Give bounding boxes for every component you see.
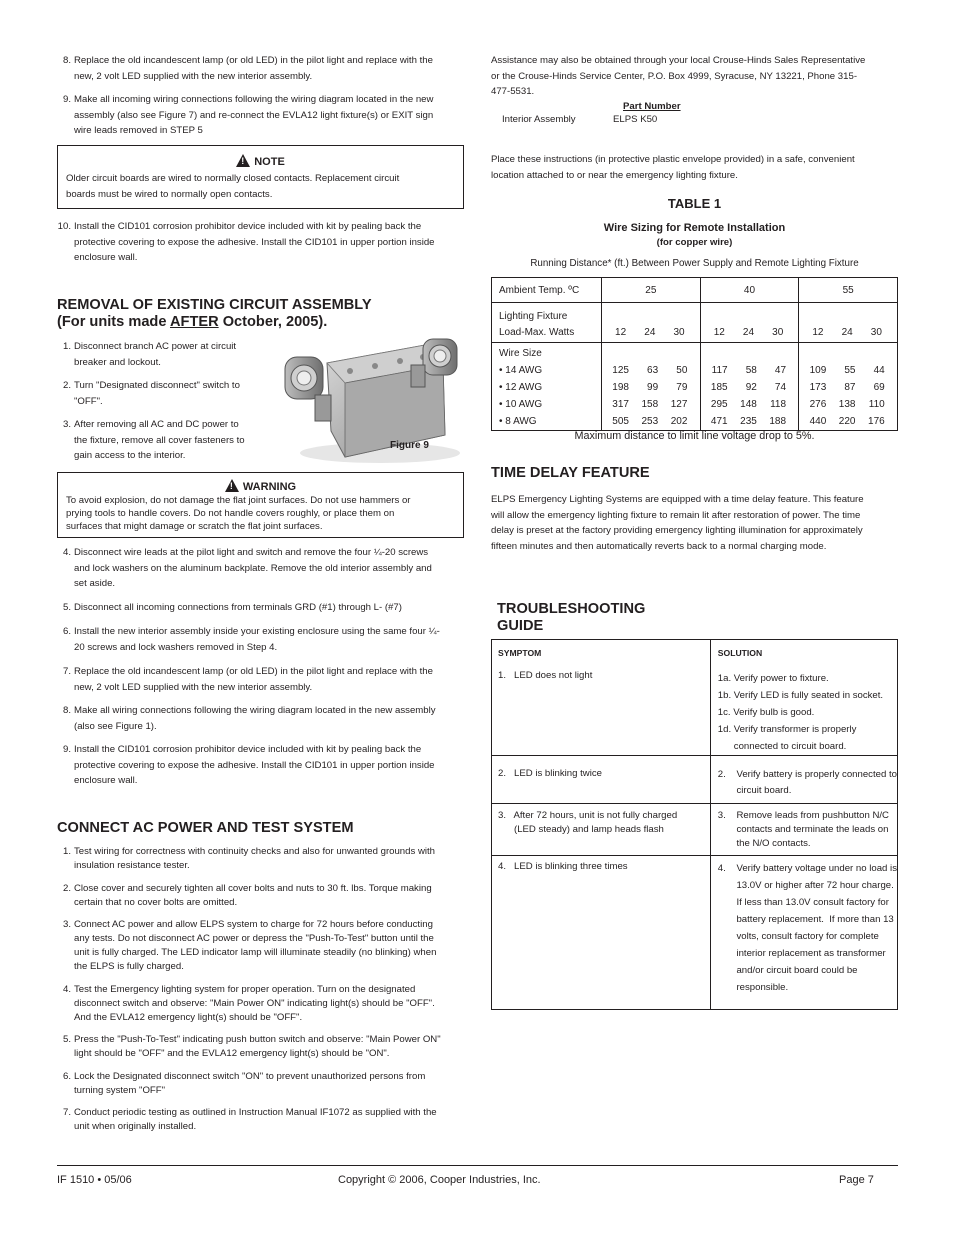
watts-cell: 30	[870, 327, 882, 338]
list-item: 3. Connect AC power and allow ELPS system to charge for 72 hours before conducting any tests. Do not disconnect AC power or depress the "Push-To-Test" button until the unit is fully charged. The LED indicator lamp will illuminate steadily (no blinking) when the ELPS is fully charged.	[62, 919, 437, 972]
list-item: 4. Disconnect wire leads at the pilot light and switch and remove the four ¼-20 screws and lock washers on the aluminum backplate. Remove the old interior assembly and set aside.	[62, 547, 432, 590]
list-item: 9. Install the CID101 corrosion prohibitor device included with kit by pealing back the protective covering to expose the adhesive. Install the CID101 in upper portion inside enclosure wall.	[62, 744, 435, 787]
part-number-header: Part Number	[623, 101, 681, 112]
list-item: 7. Conduct periodic testing as outlined in Instruction Manual IF1072 as supplied with the unit when originally installed.	[62, 1107, 437, 1132]
watts-cell: 30	[673, 327, 685, 338]
table1-subtitle-2: (for copper wire)	[656, 237, 733, 248]
enclosure-illustration	[275, 335, 465, 465]
table1-note: Maximum distance to limit line voltage drop to 5%.	[574, 430, 815, 442]
watts-cell: 24	[742, 327, 755, 338]
list-item: 4. Test the Emergency lighting system for proper operation. Turn on the designated disconnect switch and observe: "Main Power ON" indicating light(s) should be "OFF". And the EVLA12 emergency light(s) should be "OFF".	[62, 984, 435, 1023]
figure-caption: Figure 9	[390, 440, 429, 451]
solution-cell: 3. Remove leads from pushbutton N/C contacts and terminate the leads on the N/O contacts.	[710, 804, 897, 856]
footer-copyright: Copyright © 2006, Cooper Industries, Inc.	[338, 1174, 541, 1186]
warning-icon	[236, 154, 250, 167]
list-item: 2. Turn "Designated disconnect" switch to "OFF".	[62, 380, 240, 407]
watts-cell: 24	[644, 327, 656, 338]
symptom-cell: 2. LED is blinking twice	[492, 756, 711, 804]
time-delay-heading: TIME DELAY FEATURE	[491, 465, 650, 481]
table1-title: TABLE 1	[667, 196, 722, 211]
watts-cell: 24	[841, 327, 853, 338]
list-item: 1. Disconnect branch AC power at circuit breaker and lockout.	[62, 341, 237, 368]
watts-cell: 12	[615, 327, 627, 338]
load-label: Lighting Fixture Load-Max. Watts	[492, 303, 602, 343]
place-text: Place these instructions (in protective plastic envelope provided) in a safe, convenient location attached to or near the emergency lighting fixture.	[491, 154, 855, 181]
wire-size-column: Wire Size • 14 AWG • 12 AWG • 10 AWG • 8 AWG	[492, 343, 602, 431]
symptom-cell: 4. LED is blinking three times	[492, 856, 711, 1010]
assistance-text: Assistance may also be obtained through your local Crouse-Hinds Sales Representative or the Crouse-Hinds Service Center, P.O. Box 4999, Syracuse, NY 13221, Phone 315- 477-5531.	[491, 55, 866, 98]
troubleshooting-heading: TROUBLESHOOTING GUIDE	[497, 601, 646, 634]
list-item: 8. Replace the old incandescent lamp (or old LED) in the pilot light and replace with the new, 2 volt LED supplied with the new interior assembly.	[62, 55, 433, 82]
table1-subtitle: Wire Sizing for Remote Installation	[603, 222, 786, 234]
part-label: Interior Assembly	[502, 114, 576, 125]
list-item: 1. Test wiring for correctness with continuity checks and also for unwanted grounds with insulation resistance tester.	[62, 846, 436, 871]
watts-cell: 12	[812, 327, 824, 338]
warning-icon	[225, 479, 239, 492]
symptom-header: SYMPTOM	[498, 648, 542, 658]
note-box: !NOTE Older circuit boards are wired to normally closed contacts. Replacement circuit boards must be wired to normally open contacts.	[57, 145, 464, 209]
troubleshooting-table	[491, 639, 898, 1010]
table1-caption: Running Distance* (ft.) Between Power Supply and Remote Lighting Fixture	[530, 258, 859, 269]
list-item: 8. Make all wiring connections following the wiring diagram located in the new assembly (also see Figure 1).	[62, 705, 436, 732]
warning-title: WARNING	[242, 481, 297, 493]
solution-cell: 4. Verify battery voltage under no load is 13.0V or higher after 72 hour charge. If less than 13.0V consult factory for battery replacement. If more than 13 volts, consult factory for complete interior replacement as transformer and/or circuit board could be responsible.	[710, 856, 897, 1010]
list-item: 5. Disconnect all incoming connections from terminals GRD (#1) through L- (#7)	[62, 602, 402, 613]
warning-box: !WARNING To avoid explosion, do not damage the flat joint surfaces. Do not use hammers or prying tools to handle covers. Do not handle covers roughly, or place them on surfaces that might damage or scratch the flat joint surfaces.	[57, 472, 464, 538]
solution-header: SOLUTION	[717, 648, 763, 658]
footer-doc-id: IF 1510 • 05/06	[57, 1174, 132, 1186]
solution-cell: 2. Verify battery is properly connected to circuit board.	[710, 756, 897, 804]
list-item: 6. Install the new interior assembly inside your existing enclosure using the same four ¼- 20 screws and lock washers removed in Step 4.	[62, 626, 440, 653]
connect-heading: CONNECT AC POWER AND TEST SYSTEM	[57, 820, 354, 836]
note-title: NOTE	[254, 156, 285, 168]
solution-cell: 1a. Verify power to fixture. 1b. Verify LED is fully seated in socket. 1c. Verify bulb is good. 1d. Verify transformer is properly connected to circuit board.	[717, 673, 884, 752]
part-value: ELPS K50	[613, 114, 658, 125]
temp-cell: 40	[700, 278, 799, 303]
ambient-label: Ambient Temp. ºC	[492, 278, 602, 303]
list-item: 2. Close cover and securely tighten all cover bolts and nuts to 30 ft. lbs. Torque making certain that no cover bolts are omitted.	[62, 883, 432, 908]
watts-cell: 30	[772, 327, 784, 338]
wire-sizing-table: Ambient Temp. ºC 25 40 55 Lighting Fixture Load-Max. Watts 12 24 30 12 24 30 12 24 30 Wire Size • 14 AWG • 12 AWG • 10 AWG • 8 AWG 125 198 317 505 63 99 158 253 50 79 127 202 117 185 295 471 58 92 148 235 47 74 118 188 109 173 276 440 55 87 138 220 44 69 110 176	[491, 277, 898, 431]
watts-cell: 12	[713, 327, 725, 338]
footer-page-number: Page 7	[839, 1174, 874, 1186]
list-item: 6. Lock the Designated disconnect switch "ON" to prevent unauthorized persons from turning system "OFF"	[62, 1071, 426, 1096]
footer-divider	[57, 1165, 898, 1166]
list-item: 5. Press the "Push-To-Test" indicating push button switch and observe: "Main Power ON" light should be "OFF" and the EVLA12 emergency light(s) should be "ON".	[62, 1034, 441, 1059]
list-item: 10. Install the CID101 corrosion prohibitor device included with kit by pealing back the protective covering to expose the adhesive. Install the CID101 in upper portion inside enclosure wall.	[57, 221, 435, 264]
symptom-cell: 1. LED does not light	[498, 670, 593, 681]
symptom-cell: 3. After 72 hours, unit is not fully charged (LED steady) and lamp heads flash	[492, 804, 711, 856]
list-item: 9. Make all incoming wiring connections following the wiring diagram located in the new assembly (also see Figure 7) and re-connect the EVLA12 light fixture(s) or EXIT sign wire leads removed in STEP 5	[62, 94, 434, 137]
list-item: 7. Replace the old incandescent lamp (or old LED) in the pilot light and replace with the new, 2 volt LED supplied with the new interior assembly.	[62, 666, 433, 693]
temp-cell: 55	[799, 278, 898, 303]
removal-heading: REMOVAL OF EXISTING CIRCUIT ASSEMBLY (For units made AFTER October, 2005).	[57, 297, 372, 330]
list-item: 3. After removing all AC and DC power to the fixture, remove all cover fasteners to gain access to the interior.	[62, 419, 245, 462]
time-delay-text: ELPS Emergency Lighting Systems are equipped with a time delay feature. This feature will allow the emergency lighting fixture to remain lit after restoration of power. The time delay is preset at the factory providing emergency lighting illumination for approximately fifteen minutes and then automatically reverts back to a normal charging mode.	[491, 494, 864, 552]
temp-cell: 25	[602, 278, 701, 303]
